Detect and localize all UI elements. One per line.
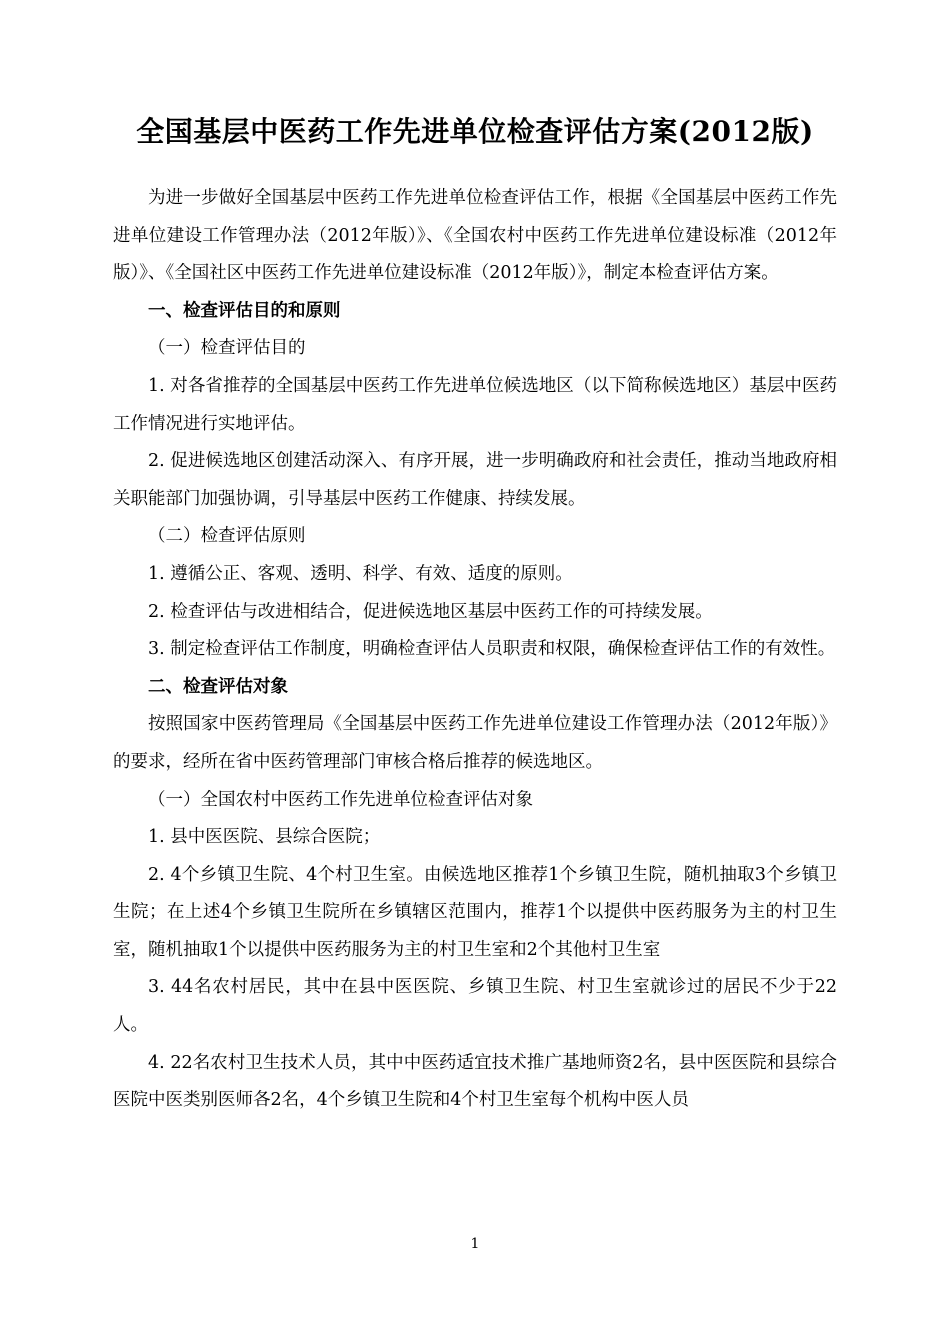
paragraph-purpose-2: 2. 促进候选地区创建活动深入、有序开展，进一步明确政府和社会责任，推动当地政府相关职能部门加强协调，引导基层中医药工作健康、持续发展。	[113, 451, 837, 509]
paragraph-principle-2: 2. 检查评估与改进相结合，促进候选地区基层中医药工作的可持续发展。	[148, 601, 713, 622]
paragraph-target-3: 3. 44名农村居民，其中在县中医医院、乡镇卫生院、村卫生室就诊过的居民不少于22人。	[113, 977, 837, 1036]
paragraph-principle-1: 1. 遵循公正、客观、透明、科学、有效、适度的原则。	[148, 563, 573, 584]
paragraph-purpose-1: 1. 对各省推荐的全国基层中医药工作先进单位候选地区（以下简称候选地区）基层中医药工作情况进行实地评估。	[113, 375, 837, 434]
page-number: 1	[470, 1236, 480, 1252]
paragraph-target-1: 1. 县中医医院、县综合医院；	[148, 827, 381, 848]
paragraph-targets-intro: 按照国家中医药管理局《全国基层中医药工作先进单位建设工作管理办法（2012年版）》的要求，经所在省中医药管理部门审核合格后推荐的候选地区。	[113, 714, 837, 772]
section-heading-1: 一、检查评估目的和原则	[148, 300, 341, 321]
subsection-heading-1-1: （一）检查评估目的	[148, 338, 306, 359]
paragraph-target-4: 4. 22名农村卫生技术人员，其中中医药适宜技术推广基地师资2名，县中医医院和县综合医院中医类别医师各2名，4个乡镇卫生院和4个村卫生室每个机构中医人员	[113, 1052, 837, 1111]
paragraph-principle-3: 3. 制定检查评估工作制度，明确检查评估人员职责和权限，确保检查评估工作的有效性。	[148, 639, 836, 660]
section-heading-2: 二、检查评估对象	[148, 676, 288, 697]
subsection-heading-1-2: （二）检查评估原则	[148, 526, 306, 547]
document-body	[113, 180, 837, 1120]
document-title: 全国基层中医药工作先进单位检查评估方案(2012版)	[136, 115, 814, 148]
paragraph-intro: 为进一步做好全国基层中医药工作先进单位检查评估工作，根据《全国基层中医药工作先进单位建设工作管理办法（2012年版）》、《全国农村中医药工作先进单位建设标准（2012年版）》、《全国社区中医药工作先进单位建设标准（2012年版）》，制定本检查评估方案。	[113, 188, 837, 284]
subsection-heading-2-1: （一）全国农村中医药工作先进单位检查评估对象	[148, 789, 533, 810]
paragraph-target-2: 2. 4个乡镇卫生院、4个村卫生室。由候选地区推荐1个乡镇卫生院，随机抽取3个乡镇卫生院；在上述4个乡镇卫生院所在乡镇辖区范围内，推荐1个以提供中医药服务为主的村卫生室，随机抽取1个以提供中医药服务为主的村卫生室和2个其他村卫生室	[113, 864, 837, 960]
